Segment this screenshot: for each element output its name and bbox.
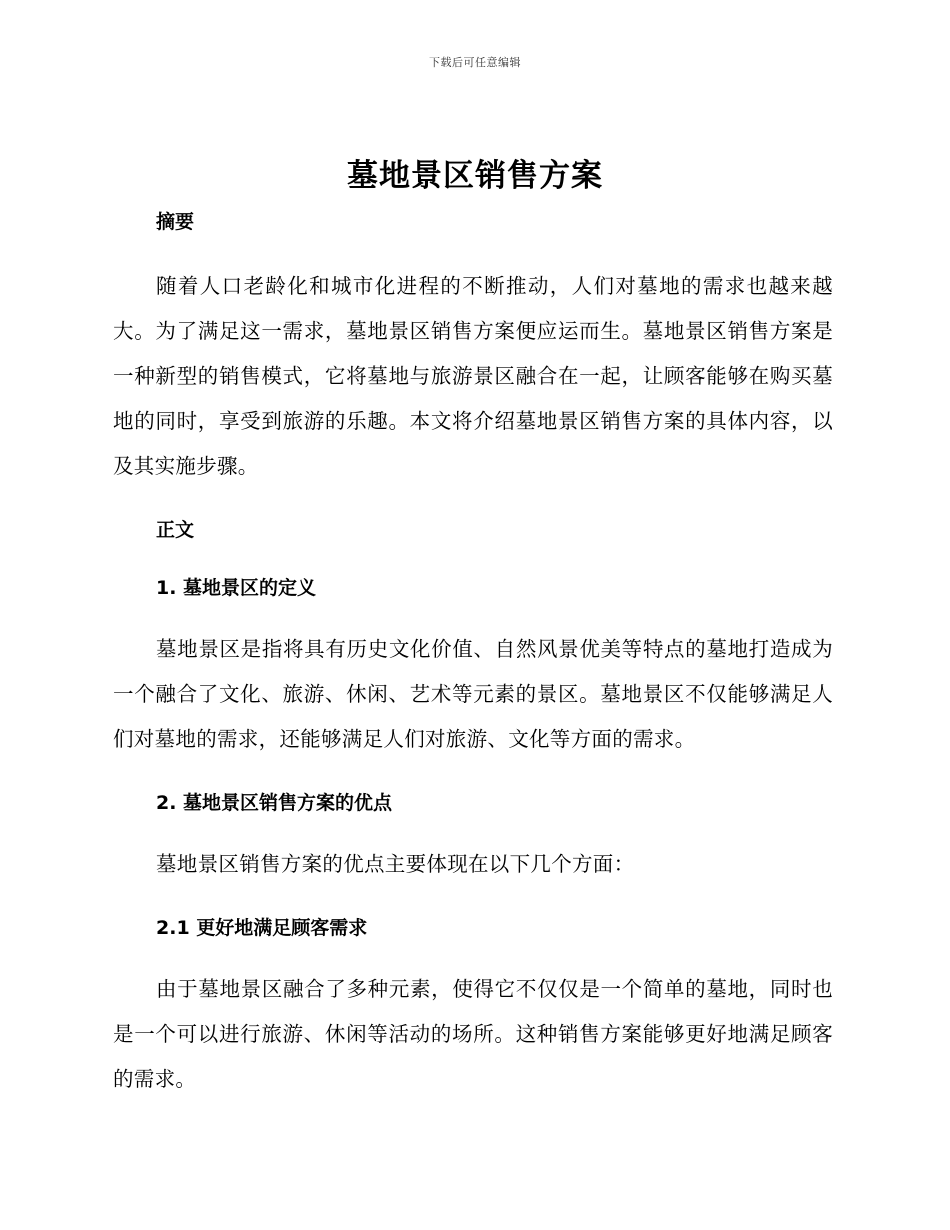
section-1-paragraph: 墓地景区是指将具有历史文化价值、自然风景优美等特点的墓地打造成为一个融合了文化、旅游、休闲、艺术等元素的景区。墓地景区不仅能够满足人们对墓地的需求，还能够满足人们对旅游、文化等方面的需求。 [113,637,833,751]
section-2-1-paragraph: 由于墓地景区融合了多种元素，使得它不仅仅是一个简单的墓地，同时也是一个可以进行旅游、休闲等活动的场所。这种销售方案能够更好地满足顾客的需求。 [113,977,833,1091]
abstract-paragraph: 随着人口老龄化和城市化进程的不断推动，人们对墓地的需求也越来越大。为了满足这一需求，墓地景区销售方案便应运而生。墓地景区销售方案是一种新型的销售模式，它将墓地与旅游景区融合在一起，让顾客能够在购买墓地的同时，享受到旅游的乐趣。本文将介绍墓地景区销售方案的具体内容，以及其实施步骤。 [113,274,833,478]
header-note: 下载后可任意编辑 [429,56,521,69]
section-2-1-heading: 2.1 更好地满足顾客需求 [156,917,368,939]
document-title: 墓地景区销售方案 [347,158,603,194]
document-body [113,200,833,1102]
abstract-heading: 摘要 [156,211,195,233]
body-heading: 正文 [156,519,195,541]
section-1-heading: 1. 墓地景区的定义 [156,577,317,599]
section-2-paragraph: 墓地景区销售方案的优点主要体现在以下几个方面： [156,852,635,876]
section-2-heading: 2. 墓地景区销售方案的优点 [156,792,393,814]
